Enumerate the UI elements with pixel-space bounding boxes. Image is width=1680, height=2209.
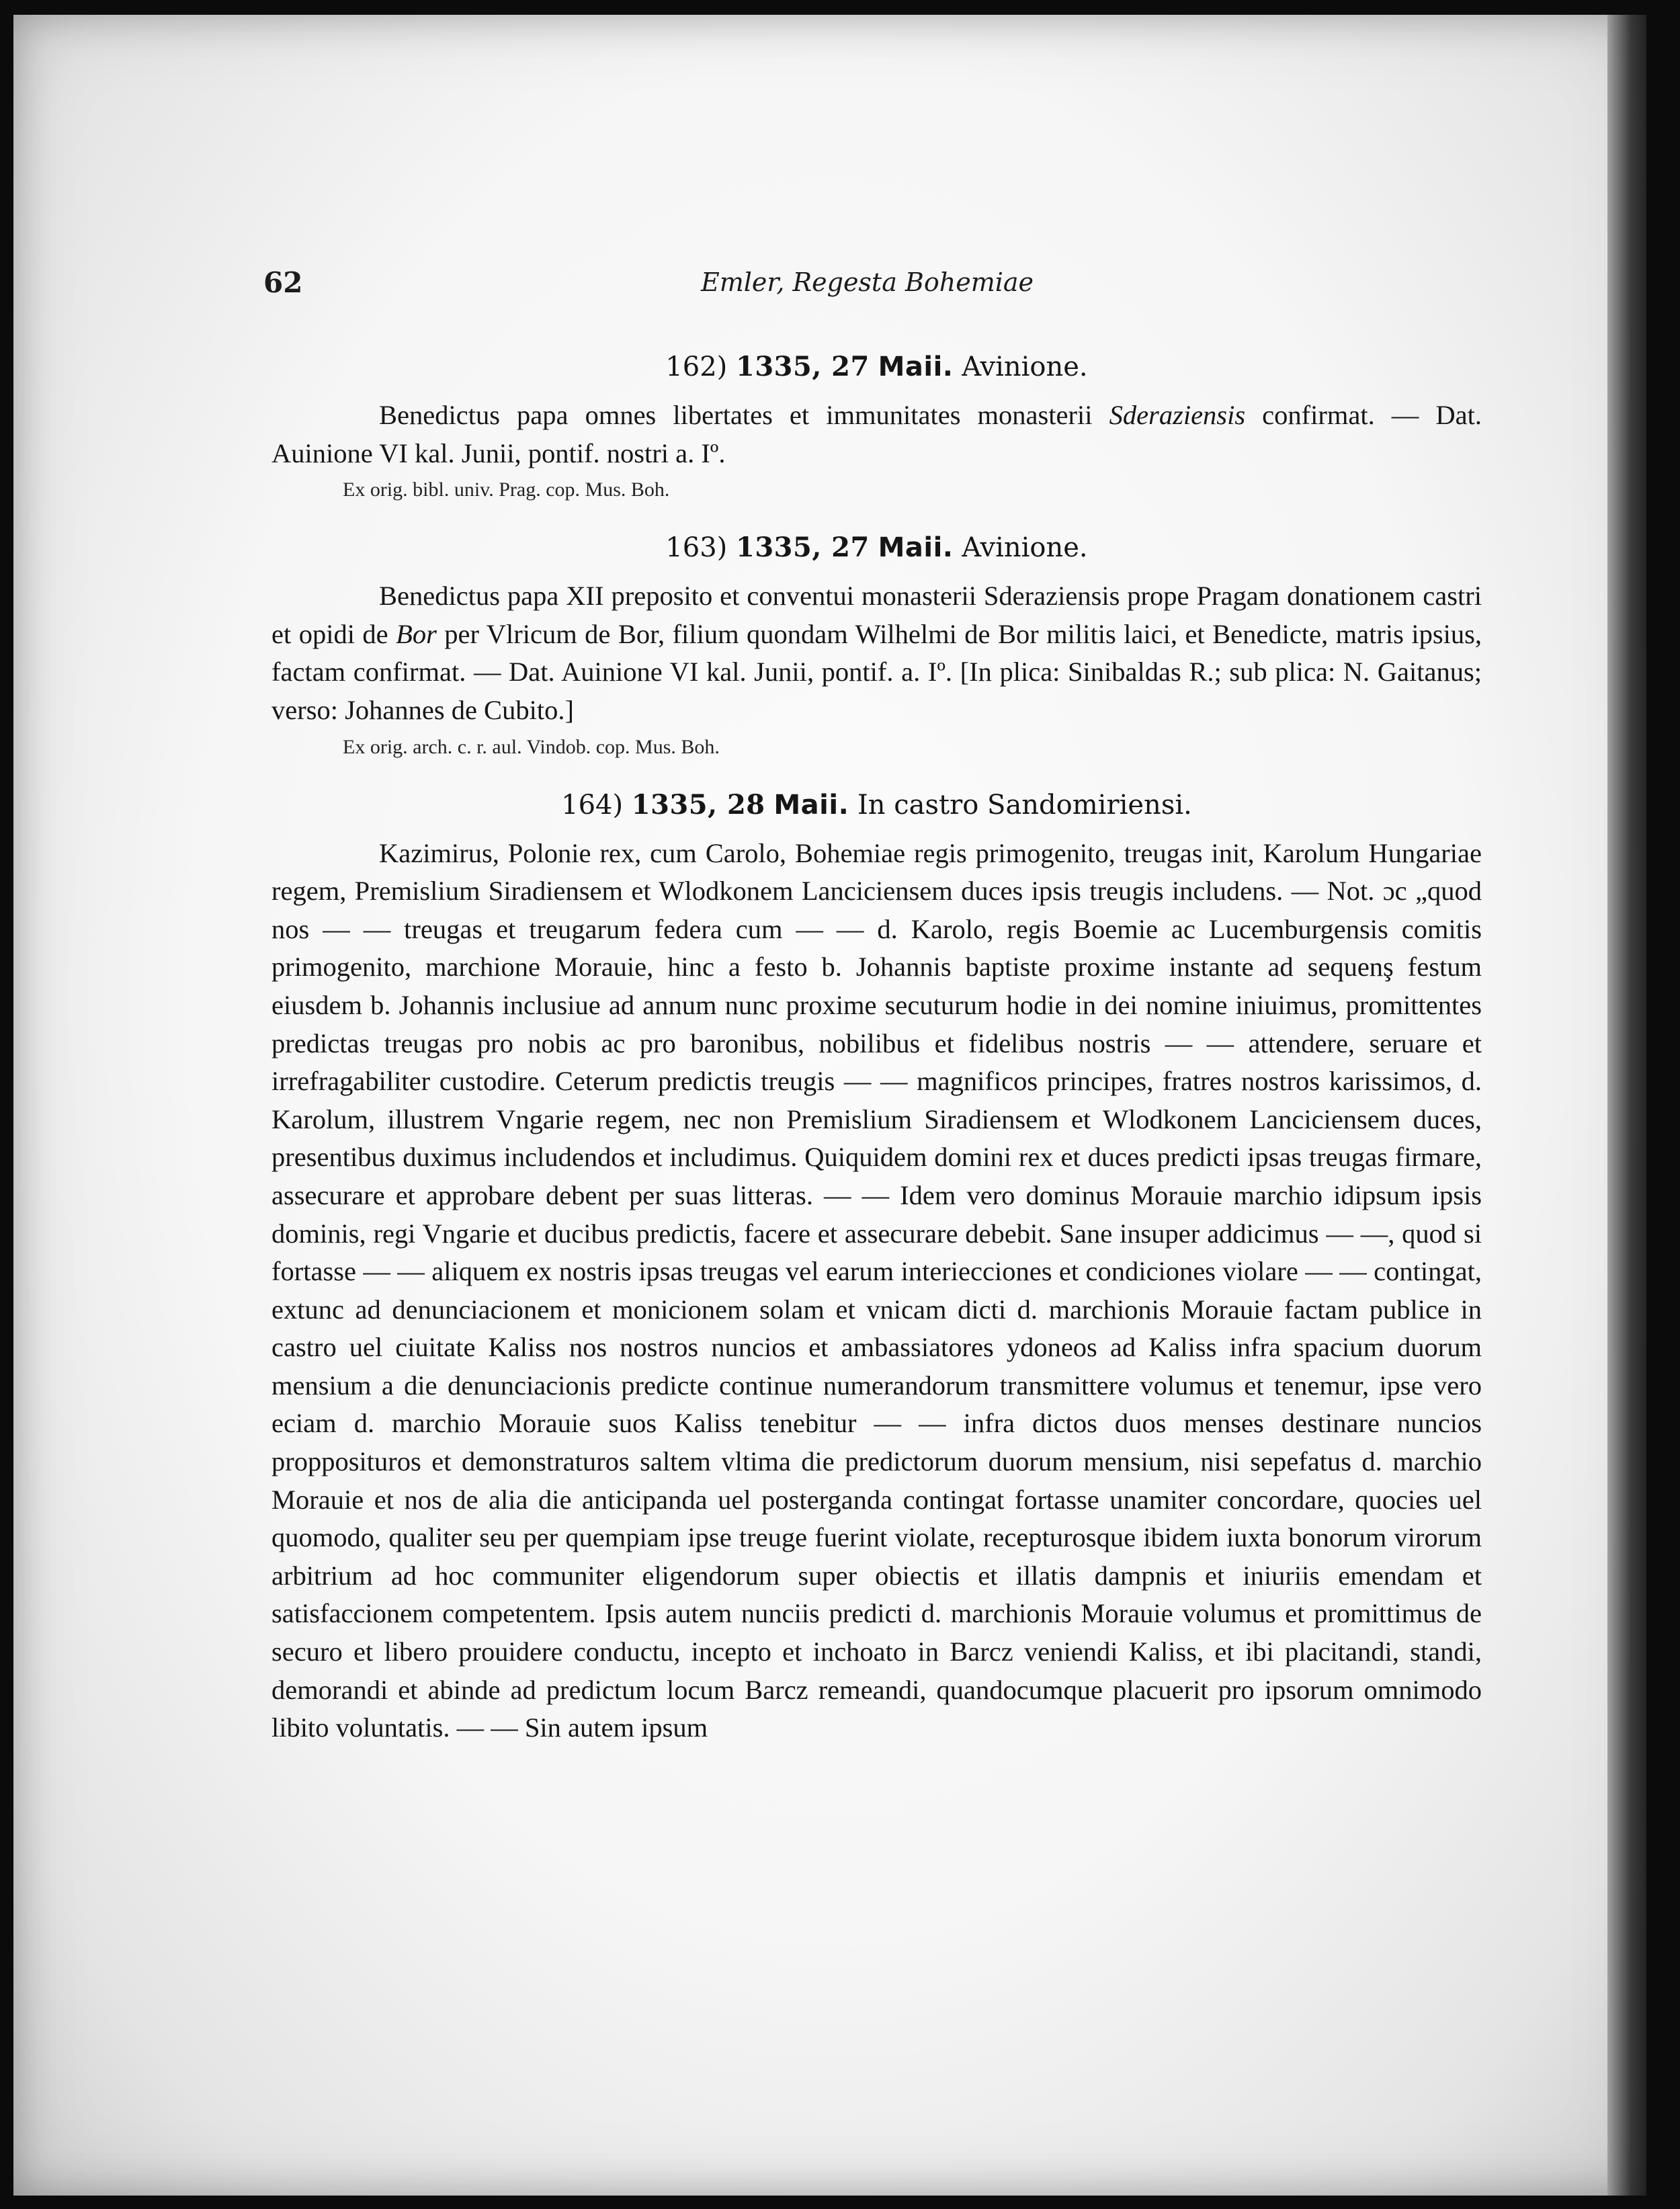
entry-text bbox=[271, 577, 1482, 729]
entry-text-part: Benedictus papa omnes libertates et immunitates monasterii bbox=[379, 400, 1109, 430]
page-content bbox=[271, 347, 1482, 1747]
entry-164 bbox=[271, 785, 1482, 1747]
entry-162 bbox=[271, 347, 1482, 505]
page-number: 62 bbox=[263, 266, 303, 299]
running-head bbox=[263, 266, 1471, 306]
entry-text bbox=[271, 397, 1482, 472]
entry-place: Avinione. bbox=[962, 532, 1088, 564]
entry-date: 1335, 28 bbox=[631, 788, 765, 821]
entry-text-part: per Vlricum de Bor, filium quondam Wilhelmi de Bor militis laici, et Benedicte, matris ipsius, factam confirmat. — Dat. Auinione VI kal. Junii, pontif. a. Iº. [In plica: Sinibaldas R.; sub plica: N. Gaitanus; verso: Johannes de Cubito.] bbox=[271, 618, 1482, 725]
entry-month: Maii. bbox=[878, 351, 954, 382]
entry-date: 1335, 27 bbox=[736, 351, 870, 382]
entry-place: Avinione. bbox=[962, 351, 1088, 382]
entry-heading bbox=[271, 528, 1482, 568]
entry-text-part: Benedictus papa XII preposito et conventui monasterii Sderaziensis prope Pragam donationem castri et opidi de bbox=[271, 581, 1482, 649]
entry-text: Kazimirus, Polonie rex, cum Carolo, Bohemiae regis primogenito, treugas init, Karolum Hungariae regem, Premislium Siradiensem et Wlodkonem Lanciciensem duces ipsis treugis includens. — Not. ɔc „quod nos — — treugas et treugarum federa cum — — d. Karolo, regis Boemie ac Lucemburgensis comitis primogenito, marchione Morauie, hinc a festo b. Johannis baptiste proxime instante ad sequenş festum eiusdem b. Johannis inclusiue ad annum nunc proxime secuturum hodie in dei nomine iniuimus, promittentes predictas treugas pro nobis ac pro baronibus, nobilibus et fidelibus nostris — — attendere, seruare et irrefragabiliter custodire. Ceterum predictis treugis — — magnificos principes, fratres nostros karissimos, d. Karolum, illustrem Vngarie regem, nec non Premislium Siradiensem et Wlodkonem Lanciciensem duces, presentibus duximus includendos et includimus. Quiquidem domini rex et duces predicti ipsas treugas firmare, assecurare et approbare debent per suas litteras. — — Idem vero dominus Morauie marchio idipsum ipsis dominis, regi Vngarie et ducibus predictis, facere et assecurare debebit. Sane insuper addicimus — —, quod si fortasse — — aliquem ex nostris ipsas treugas vel earum interiecciones et condiciones violare — — contingat, extunc ad denunciacionem et monicionem solam et vnicam dicti d. marchionis Morauie factam publice in castro uel ciuitate Kaliss nos nostros nuncios et ambassiatores ydoneos ad Kaliss infra spacium duorum mensium a die denunciacionis predicte continue numerandorum transmittere volumus et tenemur, ipse vero eciam d. marchio Morauie suos Kaliss tenebitur — — infra dictos duos menses destinare nuncios propposituros et demonstraturos saltem vltima die predictorum duorum mensium, nisi sepefatus d. marchio Morauie et nos de alia die anticipanda uel posterganda contingat fortasse unamiter concordare, quocies uel quomodo, qualiter seu per quempiam ipse treuge fuerint violate, recepturosque ibidem iuxta bonorum virorum arbitrium ad hoc communiter eligendorum super obiectis et illatis dampnis et iniuriis emendam et satisfaccionem competentem. Ipsis autem nunciis predicti d. marchionis Morauie volumus et promittimus de securo et libero prouidere conductu, incepto et inchoato in Barcz veniendi Kaliss, et ibi placitandi, standi, demorandi et abinde ad predictum locum Barcz remeandi, quandocumque placuerit pro ipsorum omnimodo libito voluntatis. — — Sin autem ipsum bbox=[271, 837, 1482, 1743]
entry-163 bbox=[271, 528, 1482, 761]
entry-text-part: confirmat. — Dat. Auinione VI kal. Junii, pontif. nostri a. Iº. bbox=[271, 400, 1482, 468]
entry-month: Maii. bbox=[773, 789, 849, 821]
entry-text-italic: Sderaziensis bbox=[1109, 400, 1246, 430]
entry-date: 1335, 27 bbox=[736, 532, 870, 564]
entry-source: Ex orig. bibl. univ. Prag. cop. Mus. Boh. bbox=[343, 478, 670, 501]
entry-heading bbox=[271, 347, 1482, 387]
entry-place: In castro Sandomiriensi. bbox=[857, 789, 1192, 821]
page-edge-shadow bbox=[1607, 15, 1646, 2196]
running-head-title: Emler, Regesta Bohemiae bbox=[700, 267, 1034, 297]
entry-heading bbox=[271, 785, 1482, 825]
entry-month: Maii. bbox=[878, 532, 954, 564]
entry-number: 164) bbox=[561, 789, 624, 821]
entry-number: 163) bbox=[665, 532, 728, 564]
entry-number: 162) bbox=[665, 351, 728, 382]
entry-source: Ex orig. arch. c. r. aul. Vindob. cop. Mus. Boh. bbox=[343, 735, 720, 758]
entry-text-italic: Bor bbox=[396, 618, 437, 649]
